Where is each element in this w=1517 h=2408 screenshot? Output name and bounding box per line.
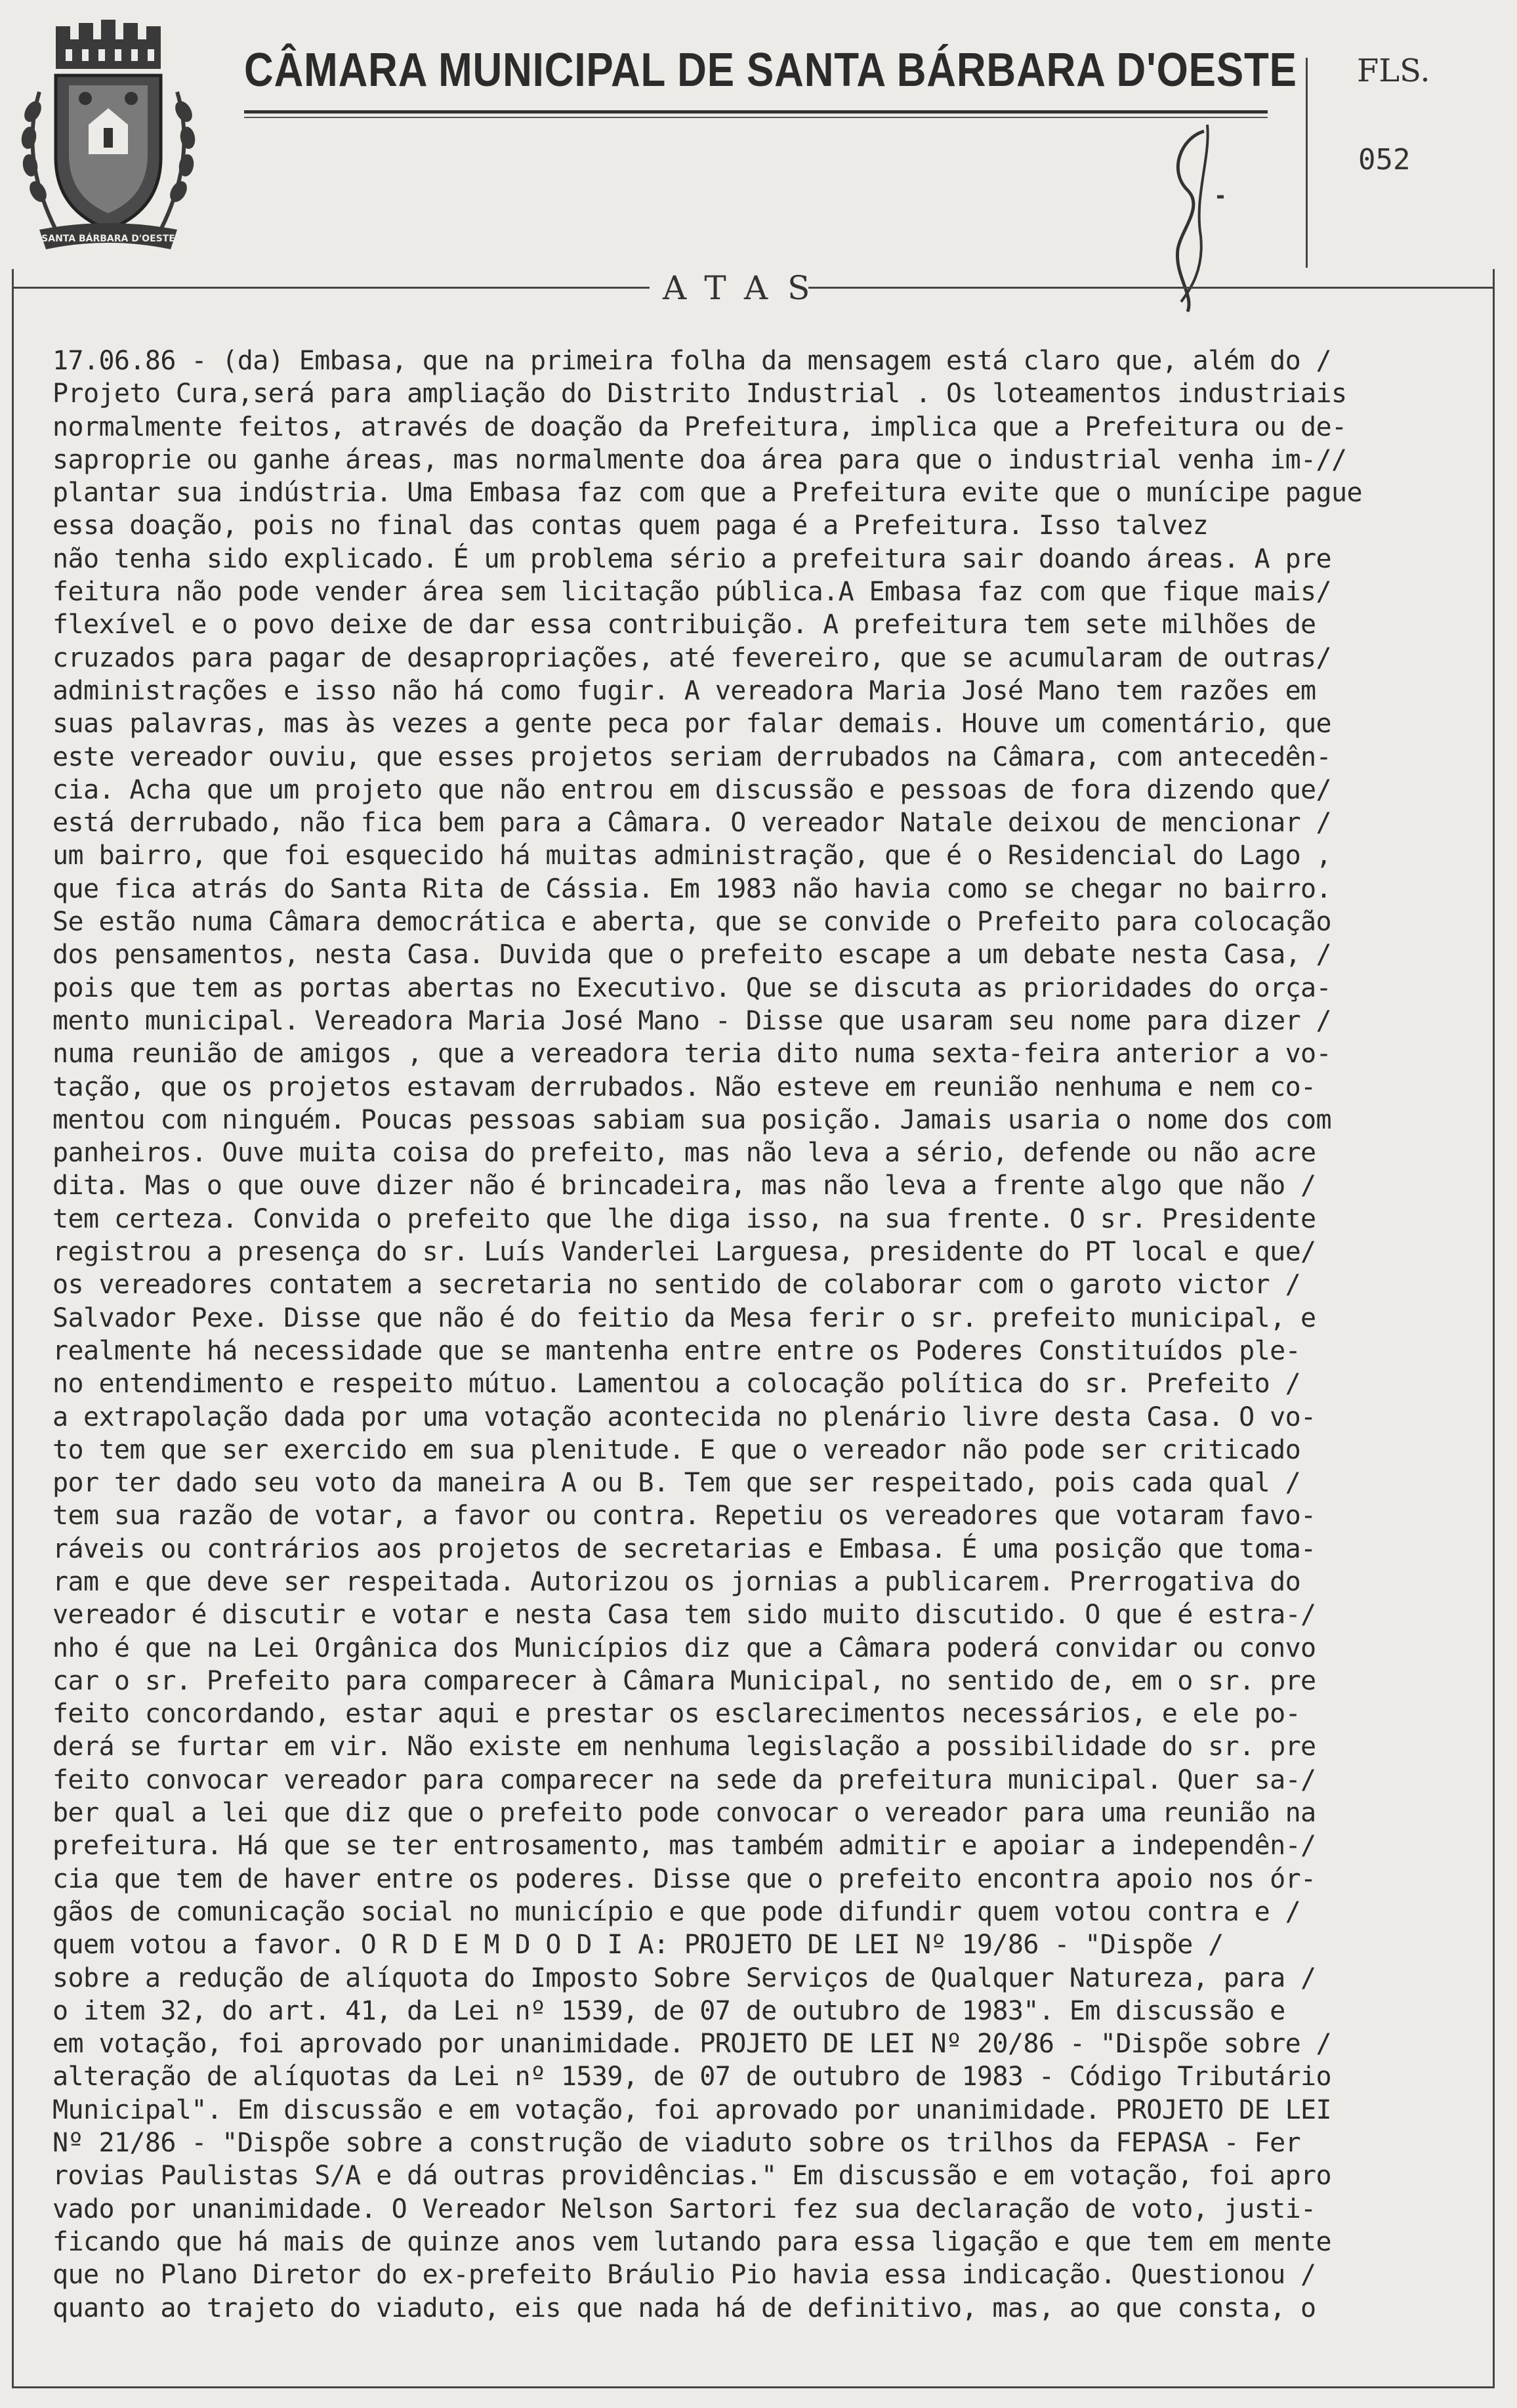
minutes-line: ficando que há mais de quinze anos vem lutando para essa ligação e que tem em mente [52,2226,1332,2257]
minutes-line: ráveis ou contrários aos projetos de secretarias e Embasa. É uma posição que toma- [52,1533,1316,1564]
minutes-line: o item 32, do art. 41, da Lei nº 1539, de 07 de outubro de 1983". Em discussão e [52,1995,1285,2026]
minutes-line: Projeto Cura,será para ampliação do Distrito Industrial . Os loteamentos industriais [52,379,1347,409]
minutes-line: suas palavras, mas às vezes a gente peca por falar demais. Houve um comentário, que [52,709,1332,739]
minutes-line: em votação, foi aprovado por unanimidade. PROJETO DE LEI Nº 20/86 - "Dispõe sobre / [52,2029,1332,2060]
header-divider [244,110,1268,114]
minutes-line: 17.06.86 - (da) Embasa, que na primeira folha da mensagem está claro que, além do / [52,346,1332,376]
minutes-line: Se estão numa Câmara democrática e aberta, que se convide o Prefeito para colocação [52,907,1332,938]
minutes-line: panheiros. Ouve muita coisa do prefeito, mas não leva a sério, defende ou não acre [52,1138,1316,1169]
minutes-line: vado por unanimidade. O Vereador Nelson Sartori fez sua declaração de voto, justi- [52,2193,1316,2224]
minutes-line: mentou com ninguém. Poucas pessoas sabiam sua posição. Jamais usaria o nome dos com [52,1104,1332,1135]
minutes-line: no entendimento e respeito mútuo. Lamentou a colocação política do sr. Prefeito / [52,1369,1301,1400]
minutes-line: os vereadores contatem a secretaria no sentido de colaborar com o garoto victor / [52,1270,1301,1300]
minutes-line: normalmente feitos, através de doação da Prefeitura, implica que a Prefeitura ou de- [52,411,1347,442]
fls-label: FLS. [1357,52,1430,89]
minutes-body [52,344,1450,2325]
minutes-line: Nº 21/86 - "Dispõe sobre a construção de viaduto sobre os trilhos da FEPASA - Fer [52,2128,1301,2159]
minutes-line: feitura não pode vender área sem licitação pública.A Embasa faz com que fique mais/ [52,577,1332,608]
coat-of-arms-icon [20,20,197,256]
minutes-line: tem certeza. Convida o prefeito que lhe diga isso, na sua frente. O sr. Presidente [52,1203,1316,1234]
minutes-line: administrações e isso não há como fugir. A vereadora Maria José Mano tem razões em [52,675,1316,706]
minutes-line: um bairro, que foi esquecido há muitas administração, que é o Residencial do Lago , [52,841,1332,871]
minutes-line: tação, que os projetos estavam derrubados. Não esteve em reunião nenhuma e nem co- [52,1071,1316,1102]
minutes-line: Salvador Pexe. Disse que não é do feitio da Mesa ferir o sr. prefeito municipal, e [52,1302,1316,1333]
svg-text:SANTA BÁRBARA D'OESTE: SANTA BÁRBARA D'OESTE [41,234,175,244]
minutes-line: derá se furtar em vir. Não existe em nenhuma legislação a possibilidade do sr. pre [52,1732,1316,1762]
minutes-line: numa reunião de amigos , que a vereadora teria dito numa sexta-feira anterior a vo- [52,1039,1332,1069]
minutes-line: quem votou a favor. O R D E M D O D I A: PROJETO DE LEI Nº 19/86 - "Dispõe / [52,1930,1224,1961]
minutes-line: to tem que ser exercido em sua plenitude. E que o vereador não pode ser criticado [52,1434,1301,1465]
minutes-line: dos pensamentos, nesta Casa. Duvida que o prefeito escape a um debate nesta Casa, / [52,940,1332,970]
minutes-line: por ter dado seu voto da maneira A ou B. Tem que ser respeitado, pois cada qual / [52,1468,1301,1499]
page-number-divider [1306,58,1308,268]
section-label: ATAS [663,269,830,307]
minutes-line: não tenha sido explicado. É um problema sério a prefeitura sair doando áreas. A pre [52,543,1332,574]
minutes-line: que fica atrás do Santa Rita de Cássia. Em 1983 não havia como se chegar no bairro. [52,873,1332,904]
minutes-line: dita. Mas o que ouve dizer não é brincadeira, mas não leva a frente algo que não / [52,1171,1316,1201]
minutes-line: cia. Acha que um projeto que não entrou em discussão e pessoas de fora dizendo que/ [52,774,1332,805]
minutes-line: ram e que deve ser respeitada. Autorizou os jornias a publicarem. Prerrogativa do [52,1566,1301,1597]
minutes-line: que no Plano Diretor do ex-prefeito Bráulio Pio havia essa indicação. Questionou / [52,2260,1316,2291]
minutes-line: feito concordando, estar aqui e prestar os esclarecimentos necessários, e ele po- [52,1699,1301,1730]
page-number: 052 [1358,143,1411,176]
minutes-line: gãos de comunicação social no município e que pode difundir quem votou contra e / [52,1896,1301,1927]
minutes-line: quanto ao trajeto do viaduto, eis que nada há de definitivo, mas, ao que consta, o [52,2293,1316,2323]
minutes-line: realmente há necessidade que se mantenha entre entre os Poderes Constituídos ple- [52,1335,1301,1366]
institution-title: CÂMARA MUNICIPAL DE SANTA BÁRBARA D'OESTE [244,44,1297,96]
minutes-line: feito convocar vereador para comparecer na sede da prefeitura municipal. Quer sa-/ [52,1764,1316,1795]
minutes-line: mento municipal. Vereadora Maria José Mano - Disse que usaram seu nome para dizer / [52,1005,1332,1036]
minutes-line: saproprie ou ganhe áreas, mas normalmente doa área para que o industrial venha im-// [52,444,1347,475]
minutes-line: nho é que na Lei Orgânica dos Municípios diz que a Câmara poderá convidar ou convo [52,1632,1316,1663]
minutes-line: rovias Paulistas S/A e dá outras providências." Em discussão e em votação, foi apro [52,2161,1332,2191]
minutes-line: vereador é discutir e votar e nesta Casa tem sido muito discutido. O que é estra-/ [52,1600,1316,1630]
minutes-line: cia que tem de haver entre os poderes. Disse que o prefeito encontra apoio nos ór- [52,1863,1316,1894]
minutes-line: está derrubado, não fica bem para a Câmara. O vereador Natale deixou de mencionar / [52,808,1332,839]
minutes-line: registrou a presença do sr. Luís Vanderlei Larguesa, presidente do PT local e que/ [52,1237,1316,1268]
minutes-line: a extrapolação dada por uma votação acontecida no plenário livre desta Casa. O vo- [52,1401,1316,1432]
minutes-line: este vereador ouviu, que esses projetos seriam derrubados na Câmara, com antecedên- [52,741,1332,772]
minutes-line: tem sua razão de votar, a favor ou contra. Repetiu os vereadores que votaram favo- [52,1501,1316,1531]
minutes-line: flexível e o povo deixe de dar essa contribuição. A prefeitura tem sete milhões de [52,610,1316,640]
minutes-line: Municipal". Em discussão e em votação, foi aprovado por unanimidade. PROJETO DE LEI [52,2094,1332,2125]
minutes-line: alteração de alíquotas da Lei nº 1539, de 07 de outubro de 1983 - Código Tributário [52,2062,1332,2092]
minutes-line: essa doação, pois no final das contas quem paga é a Prefeitura. Isso talvez [52,510,1209,541]
minutes-line: cruzados para pagar de desapropriações, até fevereiro, que se acumularam de outras/ [52,642,1332,673]
minutes-line: ber qual a lei que diz que o prefeito pode convocar o vereador para uma reunião na [52,1798,1316,1829]
minutes-line: prefeitura. Há que se ter entrosamento, mas também admitir e apoiar a independên-/ [52,1831,1316,1861]
minutes-line: sobre a redução de alíquota do Imposto Sobre Serviços de Qualquer Natureza, para / [52,1962,1316,1993]
minutes-line: pois que tem as portas abertas no Executivo. Que se discuta as prioridades do orça- [52,972,1332,1003]
minutes-line: plantar sua indústria. Uma Embasa faz com que a Prefeitura evite que o munícipe pague [52,478,1362,509]
minutes-line: car o sr. Prefeito para comparecer à Câmara Municipal, no sentido de, em o sr. pre [52,1665,1316,1696]
header-divider-thin [244,117,1268,118]
